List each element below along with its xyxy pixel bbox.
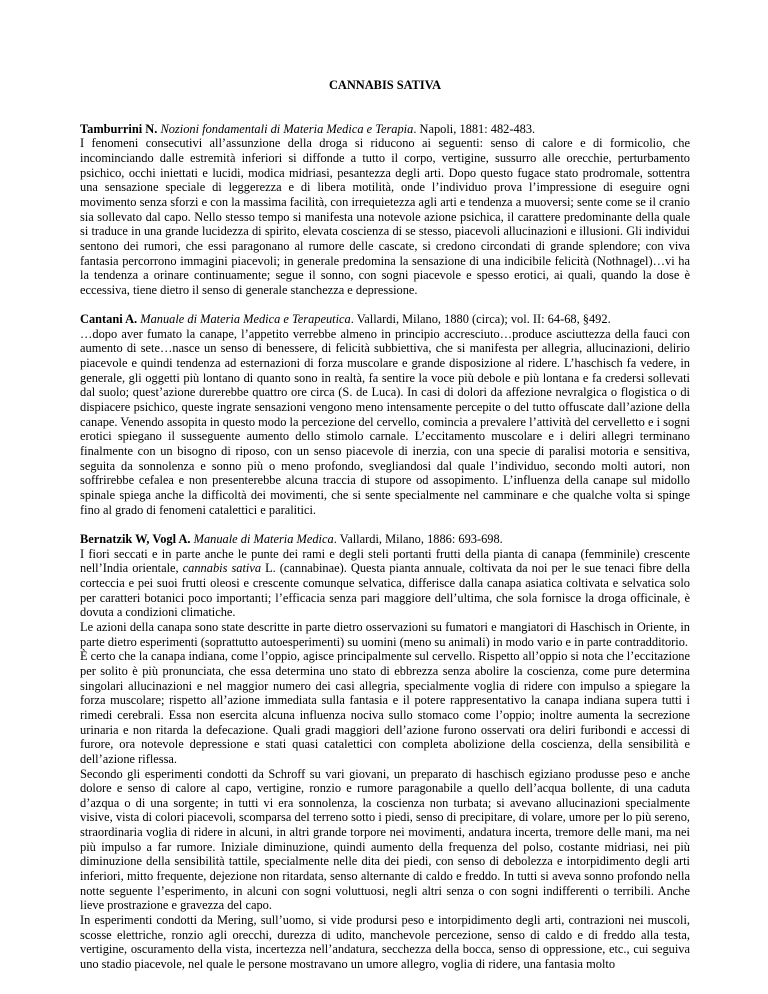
section-cantani: [80, 312, 690, 517]
paragraph-text: I fiori seccati e in parte anche le punte dei rami e degli steli portanti frutti della pianta di canapa (femminile) crescente nell’India orientale,: [80, 546, 690, 576]
section-tamburrini: [80, 122, 690, 298]
citation-author: Tamburrini N.: [80, 121, 158, 136]
document-title: CANNABIS SATIVA: [328, 78, 442, 92]
citation-details: . Vallardi, Milano, 1880 (circa); vol. II: 64-68, §492.: [350, 312, 611, 327]
citation-work: Manuale di Materia Medica: [193, 532, 334, 546]
paragraph: In esperimenti condotti da Mering, sull’uomo, si vide prodursi peso e intorpidimento degli arti, contrazioni nei muscoli, scosse elettriche, ronzio agli orecchi, durezza di udito, manchevole percezione, senso di caldo e di freddo alla testa, vertigine, oscuramento della vista, incertezza nell’andatura, secchezza della bocca, senso di oppressione, etc., cui seguiva uno stadio piacevole, nel quale le persone mostravano un umore allegro, voglia di ridere, una fantasia molto: [80, 913, 690, 972]
paragraph: È certo che la canapa indiana, come l’oppio, agisce principalmente sul cervello. Rispetto all’oppio si nota che l’eccitazione per solito è più pronunciata, che essa determina uno stato di ebbrezza senza abolire la coscienza, come pure determina singolari allucinazioni e nel maggior numero dei casi allegria, specialmente voglia di ridere con impulso a spiegare la forza muscolare; rispetto all’azione immediata sulla fantasia e il potere rappresentativo la canapa indiana supera tutti i rimedi cerebrali. Essa non esercita alcuna influenza nociva sullo stomaco come l’oppio; inoltre aumenta la secrezione urinaria e non ritarda la defecazione. Quali gradi maggiori dell’azione furono osservati ora deliri furibondi e accessi di furore, ora notevole depressione e stati quasi catalettici con completa abolizione della coscienza, della sensibilità e dell’azione riflessa.: [80, 649, 690, 766]
citation-work: Manuale di Materia Medica e Terapeutica: [140, 312, 351, 327]
paragraph: Le azioni della canapa sono state descritte in parte dietro osservazioni su fumatori e mangiatori di Haschisch in Oriente, in parte dietro esperimenti (soprattutto autoesperimenti) su uomini (meno su animali) in modo vario e in parte contradditorio.: [80, 619, 690, 649]
document-page: [80, 78, 690, 986]
citation-details: . Vallardi, Milano, 1886: 693-698.: [333, 532, 503, 546]
paragraph: …dopo aver fumato la canape, l’appetito verrebbe almeno in principio accresciuto…produce asciuttezza della fauci con aumento di sete…nasce un senso di benessere, di felicità subbiettiva, che si manifesta per allegria, allucinazioni, delirio piacevole e quindi tendenza ad esternazioni di forza muscolare e grande disposizione al ridere. L’haschisch fa vedere, in generale, gli oggetti più lontano di quanto sono in realtà, fa sentire la voce più debole e più lontana e fa credersi sollevati dal suolo; quest’azione durerebbe quattro ore circa (S. de Luca). In casi di dolori da affezione nevralgica o flogistica o di dispiacere psichico, queste ingrate sensazioni vengono meno intensamente percepite o del tutto offuscate dall’azione della canape. Venendo assopita in questo modo la percezione del cervello, comincia a prevalere l’attività del cervelletto e i sogni erotici spiegano il susseguente aumento dello stimolo carnale. L’eccitamento muscolare e i deliri allegri terminano finalmente con un bisogno di riposo, con un senso piacevole di inerzia, con una specie di paralisi motoria e sensitiva, seguita da sonnolenza e sonno più o meno profondo, svegliandosi dal quale l’individuo, secondo molti autori, non soffrirebbe cefalea e non presenterebbe alcuna traccia di stupore od assopimento. L’influenza della canape sul midollo spinale spiega anche la difficoltà dei movimenti, che si sente specialmente nel camminare e che qualche volta si spinge fino al grado di fenomeni catalettici e paralitici.: [80, 326, 690, 517]
citation: [80, 122, 690, 137]
paragraph: Secondo gli esperimenti condotti da Schroff su vari giovani, un preparato di haschisch egiziano produsse peso e anche dolore e senso di calore al capo, vertigine, ronzio e rumore paragonabile a quello dell’acqua bollente, di una caduta d’azqua o di una sorgente; in tutti vi era sonnolenza, la coscienza non turbata; si avevano allucinazioni specialmente visive, vista di colori piacevoli, scomparsa del terreno sotto i piedi, senso di precipitare, di volare, umore per lo più sereno, straordinaria voglia di ridere in alcuni, in altri grande torpore nei movimenti, andatura incerta, tremore delle mani, ma nei più impulso a far rumore. Iniziale diminuzione, quindi aumento della frequenza del polso, costante midriasi, nei più diminuzione della sensibilità tattile, specialmente nelle dita dei piedi, con senso di debolezza e intorpidimento degli arti inferiori, mitto frequente, dejezione non ritardata, senso alternante di caldo e freddo. In tutti si aveva sonno profondo nella notte seguente l’esperimento, in alcuni con sogni voluttuosi, negli altri senza o con sogni indifferenti o terribili. Anche lieve prostrazione e gravezza del capo.: [80, 766, 690, 913]
citation-author: Bernatzik W, Vogl A.: [80, 532, 191, 546]
paragraph: I fenomeni consecutivi all’assunzione della droga si riducono ai seguenti: senso di calore e di formicolio, che incominciando dalle estremità inferiori si diffonde a tutto il corpo, vertigine, sussurro alle orecchie, perturbamento psichico, occhi iniettati e lucidi, modica midriasi, pesantezza degli arti. Dopo questo fugace stato prodromale, sottentra una sensazione speciale di leggerezza e di libera motilità, onde l’individuo prova l’impressione di eseguire ogni movimento senza sforzi e con la massima facilità, con irrequietezza agli arti e tendenza a muoversi; sente come se il cranio sia sollevato dal capo. Nello stesso tempo si manifesta una notevole azione psichica, il carattere predominante della quale si traduce in una grande lucidezza di spirito, elevata coscienza di se stesso, piacevoli allucinazioni e illusioni. Gli individui sentono dei rumori, che essi paragonano al rumore delle cascate, si credono circondati di grande splendore; con viva fantasia percorrono immagini piacevoli; in generale predomina la sensazione di una indicibile felicità (Nothnagel)…vi ha la tendenza a orinare continuamente; segue il sonno, con sogni piacevole e spesso erotici, ai quali, quando la dose è eccessiva, tiene dietro il senso di generale stanchezza e depressione.: [80, 136, 690, 297]
paragraph: [80, 547, 690, 620]
species-name: cannabis sativa: [182, 561, 262, 576]
section-bernatzik-vogl: [80, 532, 690, 972]
citation-work: Nozioni fondamentali di Materia Medica e Terapia: [160, 121, 414, 136]
paragraph-text: L. (cannabinae). Questa pianta annuale, coltivata da noi per le sue tenaci fibre della corteccia e pei suoi frutti oleosi e crescente comunque selvatica, differisce dalla canapa asiatica coltivata e selvatica solo per caratteri botanici poco importanti; l’efficacia senza pari maggiore dell’ultima, che sola fornisce la droga officinale, è dovuta a condizioni climatiche.: [80, 561, 690, 620]
citation: [80, 312, 690, 327]
citation-author: Cantani A.: [80, 312, 138, 327]
citation: [80, 532, 690, 547]
citation-details: . Napoli, 1881: 482-483.: [413, 121, 536, 136]
